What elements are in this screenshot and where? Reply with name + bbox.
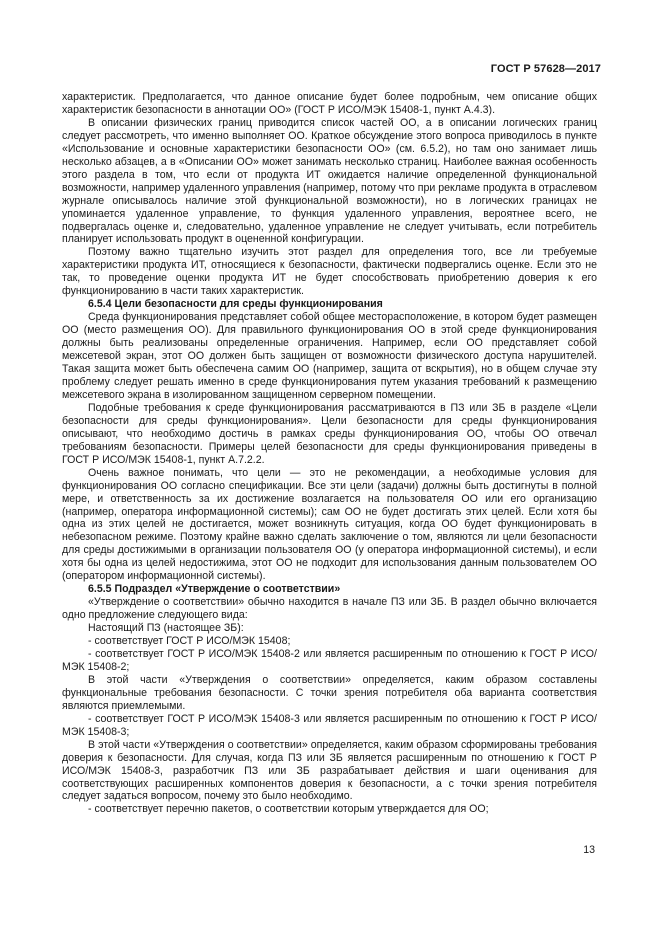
document-body: [62, 91, 597, 816]
list-item: - соответствует ГОСТ Р ИСО/МЭК 15408-2 или является расширенным по отношению к ГОСТ Р ИСО/МЭК 15408-2;: [62, 647, 597, 673]
paragraph: характеристик. Предполагается, что данное описание будет более подробным, чем описание общих характеристик безопасности в аннотации ОО» (ГОСТ Р ИСО/МЭК 15408-1, пункт А.4.3).: [62, 91, 597, 116]
paragraph: «Утверждение о соответствии» обычно находится в начале ПЗ или ЗБ. В раздел обычно включается одно предложение следующего вида:: [62, 596, 597, 622]
paragraph: В описании физических границ приводится список частей ОО, а в описании логических границ следует рассмотреть, что именно выполняет ОО. Краткое обсуждение этого вопроса приводилось в пункте «Использование и основные характеристики безопасности ОО» (см. 6.5.2), но там оно занимает лишь несколько абзацев, а в «Описании ОО» может занимать несколько страниц. Наиболее важная особенность этого раздела в том, что если от продукта ИТ ожидается наличие определенной функциональной возможности, например удаленного управления (например, потому что при рекламе продукта в отраслевом журнале описывалось наличие этой функциональной возможности), но в логических границах не упоминается удаленное управление, то функция удаленного управления, вероятнее всего, не подвергалась оценке и, следовательно, удаленное управление не следует учитывать, если потребитель планирует использовать продукт в оцененной конфигурации.: [62, 116, 597, 246]
paragraph: В этой части «Утверждения о соответствии» определяется, каким образом составлены функциональные требования безопасности. С точки зрения потребителя оба варианта соответствия являются приемлемыми.: [62, 673, 597, 712]
document-header: ГОСТ Р 57628—2017: [490, 63, 601, 75]
paragraph: Настоящий ПЗ (настоящее ЗБ):: [88, 622, 244, 635]
list-item: - соответствует ГОСТ Р ИСО/МЭК 15408;: [88, 635, 291, 648]
list-item: - соответствует перечню пакетов, о соответствии которым утверждается для ОО;: [88, 803, 489, 816]
paragraph: Очень важное понимать, что цели — это не рекомендации, а необходимые условия для функционирования ОО согласно спецификации. Все эти цели (задачи) должны быть достигнуты в полной мере, и ответственность за их достижение возлагается на пользователя ОО или его организацию (например, оператора информационной системы); сам ОО не будет достигать этих целей. Если хотя бы одна из этих целей не достигается, может возникнуть ситуация, когда ОО будет функционировать в небезопасном режиме. Поэтому крайне важно сделать заключение о том, являются ли цели безопасности для среды достижимыми в организации пользователя ОО (у оператора информационной системы), и если хотя бы одна из целей недостижима, этот ОО не подходит для использования данным пользователем ОО (оператором информационной системы).: [62, 466, 597, 583]
paragraph: Подобные требования к среде функционирования рассматриваются в ПЗ или ЗБ в разделе «Цели безопасности для среды функционирования». Цели безопасности для среды функционирования описывают, что необходимо достичь в рамках среды функционирования ОО, чтобы ОО отвечал требованиям безопасности. Примеры целей безопасности для среды функционирования приведены в ГОСТ Р ИСО/МЭК 15408-1, пункт А.7.2.2.: [62, 401, 597, 466]
page-number: 13: [583, 844, 595, 856]
section-heading: 6.5.5 Подраздел «Утверждение о соответствии»: [88, 583, 341, 596]
paragraph: Среда функционирования представляет собой общее месторасположение, в котором будет размещен ОО (место размещения ОО). Для правильного функционирования ОО в этой среде функционирования должны быть реализованы определенные ограничения. Например, если ОО представляет собой межсетевой экран, этот ОО должен быть защищен от возможности физического доступа нарушителей. Такая защита может быть обеспечена самим ОО (например, защита от вскрытия), но в общем случае эту проблему следует решать именно в среде функционирования путем указания требований к размещению межсетевого экрана в изолированном защищенном серверном помещении.: [62, 311, 597, 401]
list-item: - соответствует ГОСТ Р ИСО/МЭК 15408-3 или является расширенным по отношению к ГОСТ Р ИСО/МЭК 15408-3;: [62, 712, 597, 738]
paragraph: В этой части «Утверждения о соответствии» определяется, каким образом сформированы требования доверия к безопасности. Для случая, когда ПЗ или ЗБ является расширенным по отношению к ГОСТ Р ИСО/МЭК 15408-3, разработчик ПЗ или ЗБ разрабатывает действия и шаги оценивания для соответствующих расширенных компонентов доверия к безопасности, а с точки зрения потребителя следует задаться вопросом, почему это было необходимо.: [62, 738, 597, 803]
section-heading: 6.5.4 Цели безопасности для среды функционирования: [88, 298, 383, 311]
paragraph: Поэтому важно тщательно изучить этот раздел для определения того, все ли требуемые характеристики продукта ИТ, относящиеся к безопасности, фактически подвергались оценке. Если это не так, то проведение оценки продукта ИТ не будет способствовать приобретению доверия к его функционированию в части таких характеристик.: [62, 246, 597, 298]
